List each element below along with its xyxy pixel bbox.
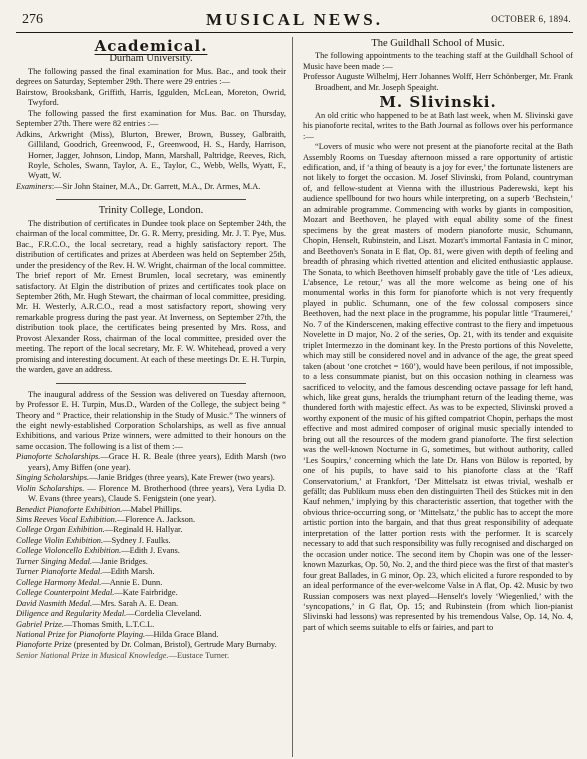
- masthead: MUSICAL NEWS.: [206, 10, 383, 29]
- academical-heading: Academical.: [94, 37, 208, 55]
- award-label: Pianoforte Scholarships.: [16, 452, 101, 462]
- trinity-para-2: The inaugural address of the Session was delivered on Tuesday afternoon, by Professor E. H. Turpin, Mus.D., Warden of the College, the subject being “ Theory and “ Practice, their relationship in the Study of Music.” The winners of the eight newly-established Corporation Scholarships, as well as five annual Exhibitions, and various Prize winners, were admitted to their honours on the same occasion. The following is a list of them :—: [16, 389, 286, 451]
- award-label: College Violin Exhibition.: [16, 535, 104, 545]
- award-item: [16, 452, 286, 473]
- award-item: [16, 640, 286, 650]
- examiners-text: :—Sir John Stainer, M.A., Dr. Garrett, M.A., Dr. Armes, M.A.: [51, 181, 261, 191]
- award-label: Senior National Prize in Musical Knowledge.: [16, 650, 169, 660]
- award-label: David Nasmith Medal.: [16, 598, 93, 608]
- award-label: Pianoforte Prize: [16, 640, 72, 650]
- award-label: College Harmony Medal.: [16, 577, 102, 587]
- award-text: —Thomas Smith, L.T.C.L.: [63, 619, 155, 629]
- award-text: —Sydney J. Faulks.: [103, 535, 171, 545]
- award-text: —Mabel Phillips.: [122, 504, 182, 514]
- award-item: [16, 588, 286, 598]
- award-item: [16, 609, 286, 619]
- award-text: —Cordelia Cleveland.: [126, 609, 202, 619]
- award-item: [16, 473, 286, 483]
- award-item: [16, 525, 286, 535]
- award-item: [16, 536, 286, 546]
- award-item: [16, 505, 286, 515]
- award-label: Benedict Pianoforte Exhibition.: [16, 504, 123, 514]
- durham-para-1: The following passed the final examination for Mus. Bac., and took their degrees on Saturday, September 29th. There were 29 entries :—: [16, 66, 286, 87]
- award-item: [16, 567, 286, 577]
- left-column: [16, 37, 293, 757]
- award-text: —Eustace Turner.: [168, 650, 230, 660]
- award-text: — Florence M. Brotherhood (three years), Vera Lydia D. W. Evans (three years), Claude S. Fenigstein (one year).: [28, 483, 286, 504]
- award-item: [16, 620, 286, 630]
- award-text: —Hilda Grace Bland.: [145, 630, 219, 640]
- award-item: [16, 651, 286, 661]
- durham-examiners: [16, 182, 286, 192]
- award-item: [16, 578, 286, 588]
- award-text: —Janie Bridges.: [92, 556, 148, 566]
- award-text: —Edith Marsh.: [102, 567, 155, 577]
- award-item: [16, 557, 286, 567]
- award-label: College Violoncello Exhibition.: [16, 546, 122, 556]
- award-text: —Grace H. R. Beale (three years), Edith Marsh (two years), Amy Biffen (one year).: [28, 452, 286, 472]
- page-number: 276: [22, 12, 43, 27]
- award-text: —Janie Bridges (three years), Kate Frewer (two years).: [89, 473, 275, 483]
- award-text: —Reginald H. Hallyar.: [104, 525, 183, 535]
- section-divider-2: [56, 383, 246, 384]
- issue-date: OCTOBER 6, 1894.: [491, 14, 571, 24]
- guildhall-heading: The Guildhall School of Music.: [371, 38, 505, 49]
- columns: [16, 37, 573, 757]
- award-label: College Counterpoint Medal.: [16, 588, 115, 598]
- slivinski-para-1: An old critic who happened to be at Bath last week, when M. Slivinski gave his pianoforte recital, writes to the Bath Journal as follows over his performance :—: [303, 110, 573, 141]
- examiners-label: Examiners: [16, 181, 52, 191]
- award-label: Turner Singing Medal.: [16, 556, 93, 566]
- trinity-para-1: The distribution of certificates in Dundee took place on September 24th, the chairman of the local committee, Dr. G. R. Merry, presiding. Mr. J. T. Pye, Mus. Bac., F.R.C.O., the local secretary, read a highly satisfactory report. The distribution of certificates and prizes at Aberdeen was held on September 25th, under the presidency of the Rev. H. W. Wright, chairman of the local committee. The brief report of Mr. Ernest Brumlen, local secretary, was eminently satisfactory. At Elgin the distribution of prizes and certificates took place on September 26th, Mr. Hugh Stewart, the chairman of local committee, presiding. Mr. H. Westerly, A.R.C.O., read a most satisfactory report, showing very remarkable progress during the past year. At Inverness, on September 27th, the distribution took place, the certificates being presented by Mrs. Ross, and Provost Alexander Ross, chairman of the local committee, presided over the meeting. The report of the local secretary, Mr. F. W. Whitehead, proved a very promising and interesting document. At each of these meetings Dr. E. H. Turpin, the warden, gave an address.: [16, 218, 286, 375]
- durham-para-2: The following passed the first examination for Mus. Bac. on Thursday, September 27th. There were 82 entries :—: [16, 108, 286, 129]
- slivinski-heading: M. Slivinski.: [379, 93, 497, 112]
- award-text: —Edith J. Evans.: [121, 546, 180, 556]
- award-label: Sims Reeves Vocal Exhibition.: [16, 515, 117, 525]
- award-label: Singing Scholarships.: [16, 473, 90, 483]
- award-label: College Organ Exhibition.: [16, 525, 105, 535]
- award-label: Gabriel Prize.: [16, 619, 64, 629]
- award-label: Diligence and Regularity Medal.: [16, 609, 127, 619]
- section-divider: [56, 199, 246, 200]
- page-header: [16, 10, 573, 33]
- guildhall-list: Professor Auguste Wilhelmj, Herr Johannes Wolff, Herr Schönberger, Mr. Frank Broadbent, and Mr. Joseph Speaight.: [303, 72, 573, 92]
- durham-list-1: Bairstow, Brooksbank, Griffith, Harris, Iggulden, McLean, Moreton, Owrid, Twyford.: [16, 87, 286, 108]
- award-text: —Annie E. Dunn.: [101, 577, 163, 587]
- award-item: [16, 515, 286, 525]
- guildhall-para: The following appointments to the teaching staff at the Guildhall School of Music have been made :—: [303, 51, 573, 71]
- slivinski-para-2: “Lovers of music who were not present at the pianoforte recital at the Bath Assembly Rooms on Tuesday afternoon missed a rare opportunity of artistic edification, and, if ‘a thing of beauty is a joy for ever,’ the fortunate listeners are not likely to forget the occasion. M. Josef Slivinski, from Poland, countryman of, and fellow-student at Vienna with the illustrious Paderewski, kept his audience spellbound for two hours while interpreting, on a superb ‘Bechstein,’ an admirable programme. Commencing with works by giants in composition, Mozart and Beethoven, he played with equal ability some of the finest specimens by the great masters of modern pianoforte music, Schumann, Chopin, Henselt, Rubinstein, and Liszt. Mozart's immortal Fantasia in C minor, and Beethoven's Sonata in E flat, Op. 81, were given with depth of feeling and breadth of phrasing which rivetted attention and elicited enthusiastic applause. The Sonata, to which Beethoven himself probably gave the title of ‘Les adieux, L'absence, Le retour,’ was all the more welcome as being one of his monumental works in this form for pianoforte which is not very frequently played in public. Schumann, one of the few colossal composers since Beethoven, had the next place in the programme, his popular little ‘Traumerei,’ No. 7 of the Kinderscenen, making effective contrast to the fiery and impetuous Novelette in D major, No. 2 of the series, Op. 21, with its tender and exquisite triplet Intermezzo in the dominant key. In the Presto portions of this Novelette, which may still be considered novel and in advance of the age, the great speed taken (about ‘one crotchet = 160’), would have been perilous, if not impossible, to a less consummate pianist, but on this occasion nothing in clearness was sacrificed to velocity, and the famous descending octave passage for left hand, which, like great guns, heralds the triumphant return of the leading theme, was thundered forth with majestic effect. As was to be expected, Slivinski proved a worthy exponent of the music of his gifted compatriot Chopin, perhaps the most effective and most admired composer of original music specially intended to bring out all the resources of the modern grand pianoforte. The first selection was the well-known Nocturne in G, sometimes, but without authority, called ‘Les Soupirs,’ concerning which the late Dr. Hans von Bülow is reported, by one of his pupils, to have said to his pianoforte class at the ‘Raff Conservatorium,’ at Frankfort, ‘Der Mittelsatz ist etwas trivial, weshalb er gefällt; das Publikum muss eben den distinguirten Theil des Stückes mit in den Kauf nehmen,’ implying by this characteristic assertion, that together with the obvious thrice-occurring song, or ‘Mittelsatz,’ the public has to accept the more artistic portion into the bargain, and that thus great responsibility of adequate interpretation of the latter portion rests with the performer. It is scarcely necessary to add that such responsibility was fully recognised and discharged on the occasion under notice. The second item by Chopin was one of the lesser-known Mazurkas, Op. 50, No. 2, and the third piece was the first of that master's four great Ballades, in G minor, Op. 23, which elicited a furore responded to by an ideal performance of the ever-welcome Valse in A flat, Op. 42. Music by two Russian composers was next played—Henselt's lovely ‘Wiegenlied,’ with the ‘syncopations,’ in G flat, Op. 15; and Rubinstein (from which lion-pianist Slivinski had lessons) was represented by his tremendous Valse, Op. 14, No. 4, part of which seems suitable to elfs or fairies, and part to: [303, 142, 573, 632]
- award-text: —Kate Fairbridge.: [114, 588, 178, 598]
- award-item: [16, 484, 286, 505]
- award-item: [16, 630, 286, 640]
- awards-list: [16, 452, 286, 661]
- durham-list-2: Adkins, Arkwright (Miss), Blurton, Brewer, Brown, Bussey, Galbraith, Gilliland, Goodrich, Greenwood, F., Greenwood, H. S., Hardy, Harrison, Horner, Jagger, Johnson, Lindop, Mann, Marshall, Paltridge, Reeves, Rich, Royle, Scholes, Swann, Taylor, A. E., Taylor, C., Webb, Wells, Wyatt, F., Wyatt, W.: [16, 129, 286, 181]
- award-item: [16, 599, 286, 609]
- right-column: [301, 37, 573, 757]
- award-label: National Prize for Pianoforte Playing.: [16, 630, 146, 640]
- award-label: Turner Pianoforte Medal.: [16, 567, 103, 577]
- award-item: [16, 546, 286, 556]
- award-text: —Mrs. Sarah A. E. Dean.: [92, 598, 179, 608]
- award-label: Violin Scholarships.: [16, 483, 85, 493]
- award-text: —Florence A. Jackson.: [116, 515, 196, 525]
- award-text: (presented by Dr. Colman, Bristol), Gertrude Mary Burnaby.: [71, 640, 277, 650]
- trinity-heading: Trinity College, London.: [98, 205, 204, 217]
- durham-heading: Durham University.: [109, 53, 193, 65]
